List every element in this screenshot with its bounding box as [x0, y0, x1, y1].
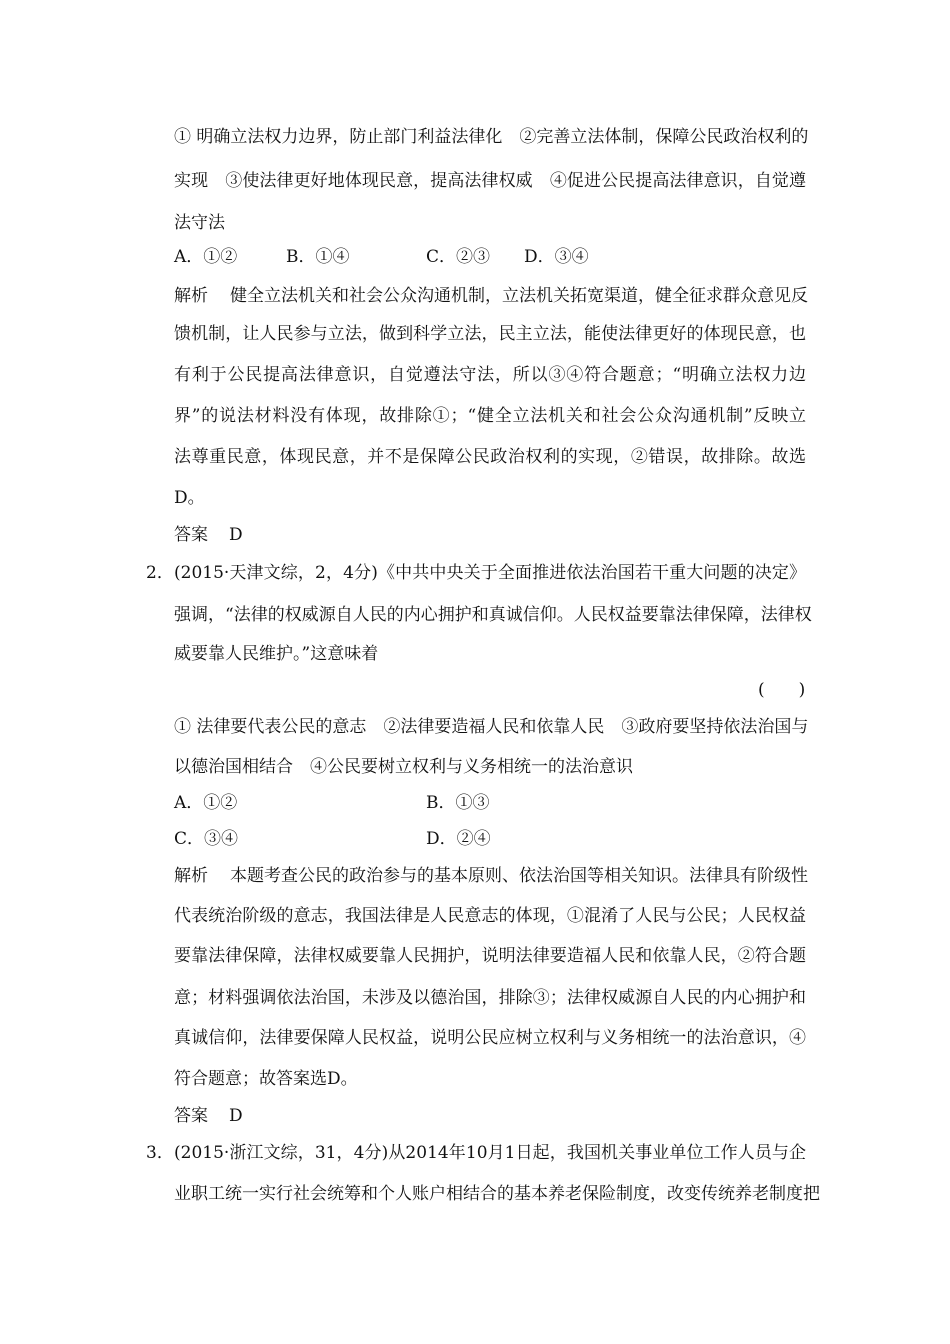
q2-number: 2．	[146, 563, 174, 583]
q2-stem-line-1: (2015·天津文综，2，4分)《中共中央关于全面推进依法治国若干重大问题的决定》	[174, 563, 806, 583]
q3-stem-line-2: 业职工统一实行社会统筹和个人账户相结合的基本养老保险制度，改变传统养老制度把	[174, 1184, 820, 1204]
q1-choice-c: C．②③	[426, 247, 491, 267]
q3-stem-line-1: (2015·浙江文综，31，4分)从2014年10月1日起，我国机关事业单位工作人员与企	[174, 1143, 806, 1163]
q1-options-line-3: 法守法	[174, 213, 225, 233]
q2-choice-b: B．①③	[426, 793, 490, 813]
q1-choice-b: B．①④	[286, 247, 350, 267]
q1-choice-a: A．①②	[174, 247, 238, 267]
q2-choice-c: C．③④	[174, 829, 239, 849]
q2-stem-line-2: 强调，“法律的权威源自人民的内心拥护和真诚信仰。人民权益要靠法律保障，法律权	[174, 605, 812, 625]
q2-answer-value: D	[229, 1106, 243, 1126]
q1-analysis-line-5: 法尊重民意，体现民意，并不是保障公民政治权利的实现，②错误，故排除。故选	[174, 447, 806, 467]
q2-analysis-label: 解析	[174, 866, 208, 886]
q2-choice-a: A．①②	[174, 793, 238, 813]
q1-options-line-2: 实现 ③使法律更好地体现民意，提高法律权威 ④促进公民提高法律意识，自觉遵	[174, 171, 806, 191]
q2-analysis-line-3: 要靠法律保障，法律权威要靠人民拥护，说明法律要造福人民和依靠人民，②符合题	[174, 946, 806, 966]
q2-analysis-line-1: 本题考查公民的政治参与的基本原则、依法治国等相关知识。法律具有阶级性	[230, 866, 808, 886]
q2-analysis-line-4: 意；材料强调依法治国，未涉及以德治国，排除③；法律权威源自人民的内心拥护和	[174, 988, 806, 1008]
q1-choice-d: D．③④	[524, 247, 589, 267]
q2-answer-label: 答案	[174, 1106, 208, 1126]
q2-analysis-line-2: 代表统治阶级的意志，我国法律是人民意志的体现，①混淆了人民与公民；人民权益	[174, 906, 806, 926]
q1-analysis-line-3: 有利于公民提高法律意识，自觉遵法守法，所以③④符合题意；“明确立法权力边	[174, 365, 806, 385]
q1-answer-value: D	[229, 525, 243, 545]
q1-options-line-1: ① 明确立法权力边界，防止部门利益法律化 ②完善立法体制，保障公民政治权利的	[174, 127, 809, 147]
q1-analysis-line-4: 界”的说法材料没有体现，故排除①；“健全立法机关和社会公众沟通机制”反映立	[174, 406, 806, 426]
q2-analysis-line-6: 符合题意；故答案选D。	[174, 1069, 358, 1089]
q2-options-line-2: 以德治国相结合 ④公民要树立权利与义务相统一的法治意识	[174, 757, 633, 777]
q2-choice-d: D．②④	[426, 829, 491, 849]
q1-analysis-label: 解析	[174, 286, 208, 306]
q2-options-line-1: ① 法律要代表公民的意志 ②法律要造福人民和依靠人民 ③政府要坚持依法治国与	[174, 717, 809, 737]
q2-stem-line-3: 威要靠人民维护。”这意味着	[174, 644, 379, 664]
q2-answer-bracket: ( )	[758, 680, 806, 700]
q2-analysis-line-5: 真诚信仰，法律要保障人民权益，说明公民应树立权利与义务相统一的法治意识，④	[174, 1028, 806, 1048]
q1-analysis-line-2: 馈机制，让人民参与立法，做到科学立法，民主立法，能使法律更好的体现民意，也	[174, 324, 806, 344]
q3-number: 3．	[146, 1143, 174, 1163]
q1-analysis-line-6: D。	[174, 488, 205, 508]
q1-answer-label: 答案	[174, 525, 208, 545]
q1-analysis-line-1: 健全立法机关和社会公众沟通机制，立法机关拓宽渠道，健全征求群众意见反	[230, 286, 808, 306]
